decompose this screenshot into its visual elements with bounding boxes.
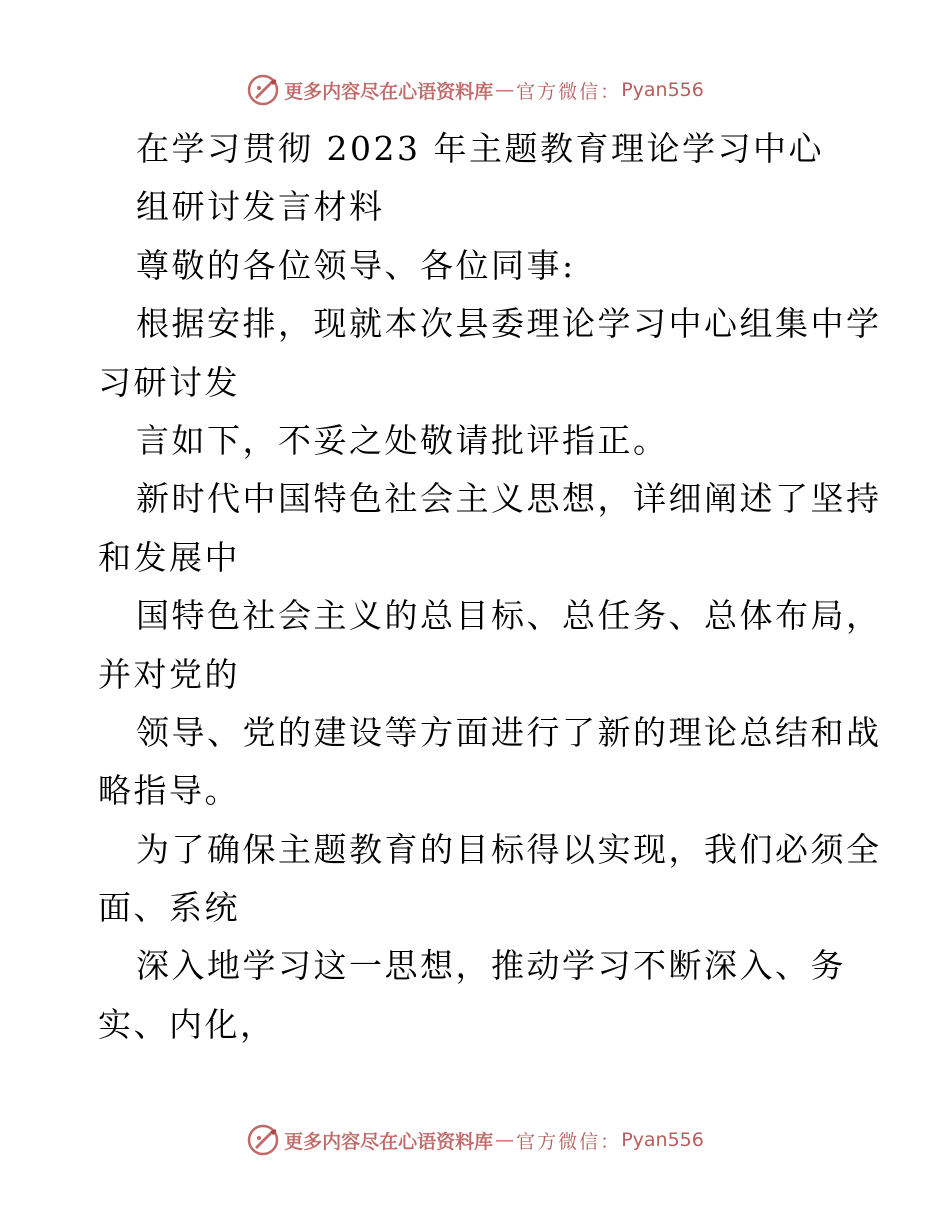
watermark-separator: — [495, 1129, 515, 1151]
watermark-text: 更多内容尽在心语资料库 [284, 80, 494, 103]
text-line: 尊敬的各位领导、各位同事: [136, 245, 576, 285]
header-watermark [0, 70, 950, 110]
text-line: 新时代中国特色社会主义思想，详细阐述了坚持 [136, 479, 882, 519]
text-line: 根据安排，现就本次县委理论学习中心组集中学 [136, 304, 882, 344]
text-line: 为了确保主题教育的目标得以实现，我们必须全 [136, 829, 882, 869]
watermark-separator: — [495, 79, 515, 101]
text-line: 在学习贯彻 2023 年主题教育理论学习中心 [136, 129, 824, 168]
document-body [98, 120, 882, 1054]
text-line: 言如下，不妥之处敬请批评指正。 [136, 420, 669, 460]
text-line: 习研讨发 [98, 362, 240, 402]
text-line: 领导、党的建设等方面进行了新的理论总结和战 [136, 712, 882, 752]
text-line: 和发展中 [98, 537, 240, 577]
watermark-wechat-id: Pyan556 [621, 79, 704, 101]
quill-logo-icon [246, 73, 280, 107]
text-line: 面、系统 [98, 888, 240, 928]
text-line: 略指导。 [98, 771, 240, 811]
watermark-wechat-id: Pyan556 [621, 1129, 704, 1151]
footer-watermark [0, 1120, 950, 1160]
text-line: 并对党的 [98, 654, 240, 694]
quill-logo-icon [246, 1123, 280, 1157]
text-line: 国特色社会主义的总目标、总任务、总体布局， [136, 596, 882, 636]
text-line: 组研讨发言材料 [136, 187, 385, 227]
watermark-text: 更多内容尽在心语资料库 [284, 1130, 494, 1153]
text-line: 实、内化， [98, 1004, 276, 1044]
watermark-wechat-label: 官方微信： [516, 1130, 622, 1153]
text-line: 深入地学习这一思想，推动学习不断深入、务 [136, 946, 846, 986]
watermark-wechat-label: 官方微信： [516, 80, 622, 103]
